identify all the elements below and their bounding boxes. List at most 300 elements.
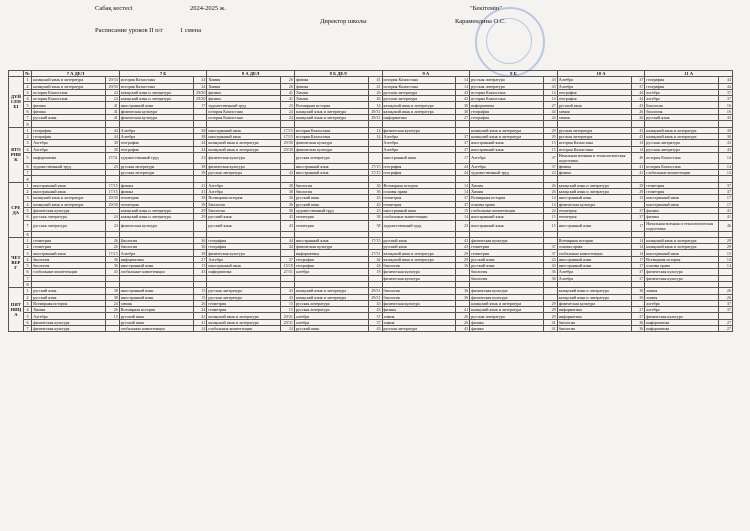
room-cell: 38 (281, 189, 295, 195)
lesson-number: 5 (23, 263, 31, 269)
subject-cell: Алгебра (207, 182, 281, 188)
subject-cell: география (557, 96, 631, 102)
subject-cell: русская литература (470, 77, 544, 83)
subject-cell: казақский язык и литература (645, 244, 719, 250)
room-cell: 14 (631, 237, 645, 243)
subject-cell: художественный труд (207, 102, 281, 108)
room-cell: 14 (631, 146, 645, 152)
room-cell: 41 (368, 77, 382, 83)
subject-cell: физическая культура (207, 250, 281, 256)
subject-cell: иностранный язык (645, 195, 719, 201)
room-cell: 41 (719, 207, 733, 213)
room-cell: 16 (456, 263, 470, 269)
room-cell: 38 (193, 163, 207, 169)
subject-cell: иностранный язык (294, 170, 368, 176)
subject-cell: история Казахстана (32, 89, 106, 95)
subject-cell: физика (119, 182, 193, 188)
subject-cell: казақский язык и литература (470, 127, 544, 133)
subject-cell: биология (32, 256, 106, 262)
room-cell: 38 (193, 195, 207, 201)
subject-cell: биология (294, 182, 368, 188)
room-cell: 41 (631, 170, 645, 176)
room-cell: 14 (543, 96, 557, 102)
subject-cell: физика (32, 102, 106, 108)
subject-cell: история Казахстана (32, 96, 106, 102)
subject-cell: иностранный язык (32, 189, 106, 195)
lesson-number: 2 (23, 133, 31, 139)
room-cell: 44 (281, 244, 295, 250)
room-cell: 29/31 (368, 108, 382, 114)
subject-cell: информатика (557, 313, 631, 319)
room-cell: 43 (106, 269, 120, 275)
subject-cell: русский язык (382, 244, 456, 250)
lesson-row (9, 152, 733, 163)
lesson-number: 8 (23, 176, 31, 182)
room-cell: 17/15 (368, 237, 382, 243)
room-cell: 29 (543, 133, 557, 139)
room-cell: 17/15 (368, 170, 382, 176)
room-cell: 26 (543, 182, 557, 188)
room-cell: 24 (193, 325, 207, 331)
lesson-number: 6 (23, 108, 31, 114)
subject-cell: казақский язык и литература (294, 115, 368, 121)
subject-cell: физика (557, 163, 631, 169)
subject-cell: Химия (207, 83, 281, 89)
room-cell: 37 (456, 146, 470, 152)
subject-cell: казақский язык и литература (645, 237, 719, 243)
room-cell: 14 (543, 195, 557, 201)
subject-cell: глобальные компетенции (470, 207, 544, 213)
subject-cell: физика (207, 96, 281, 102)
room-cell: 29/30 (106, 201, 120, 207)
room-cell: 36 (368, 182, 382, 188)
room-cell: 43 (368, 300, 382, 306)
subject-cell: биология (645, 108, 719, 114)
lesson-number: 5 (23, 313, 31, 319)
subject-cell: русская литература (470, 313, 544, 319)
subject-cell: русский язык (294, 195, 368, 201)
lesson-number: 7 (23, 115, 31, 121)
subject-cell: информатика (645, 325, 719, 331)
room-cell: 43 (543, 256, 557, 262)
subject-cell: Всемирная история (207, 195, 281, 201)
subject-cell: география (32, 133, 106, 139)
room-cell: 29/30 (281, 140, 295, 146)
room-cell: 14 (456, 83, 470, 89)
room-cell: 14 (456, 77, 470, 83)
room-cell: 37 (719, 182, 733, 188)
subject-cell: физика (645, 207, 719, 213)
subject-cell: физическая культура (382, 275, 456, 281)
subject-cell: физическая культура (557, 300, 631, 306)
subject-cell: казақский язык и литература (557, 182, 631, 188)
lesson-number: 7 (23, 325, 31, 331)
subject-cell: история Казахстана (382, 83, 456, 89)
subject-cell: казақский язык и литература (294, 288, 368, 294)
subject-cell: Всемирная история (645, 256, 719, 262)
subject-cell: русский язык (470, 263, 544, 269)
subject-cell: казақский язык и литература (382, 108, 456, 114)
room-cell: 43 (368, 325, 382, 331)
subject-cell: русская литература (294, 307, 368, 313)
subject-cell: химия (382, 319, 456, 325)
room-cell: 15 (543, 220, 557, 231)
room-cell: 26 (193, 300, 207, 306)
room-cell: 26 (281, 83, 295, 89)
room-cell: 44 (106, 133, 120, 139)
subject-cell: русская литература (645, 140, 719, 146)
subject-cell: геометрия (119, 201, 193, 207)
subject-cell: физическая культура (294, 140, 368, 146)
subject-cell: русский язык (207, 214, 281, 220)
room-cell: 14 (631, 140, 645, 146)
subject-cell: информатика (207, 269, 281, 275)
lesson-number: 2 (23, 294, 31, 300)
room-cell: 26 (456, 313, 470, 319)
subject-cell: Начальная военная и технологическая подготовка (645, 220, 719, 231)
room-cell: 37 (456, 140, 470, 146)
room-cell: 36 (281, 201, 295, 207)
subject-cell: Алгебра (557, 269, 631, 275)
room-cell: 30 (719, 133, 733, 139)
subject-cell: Химия (294, 96, 368, 102)
subject-cell: химия (557, 115, 631, 121)
subject-cell: история Казахстана (119, 83, 193, 89)
lesson-number: 1 (23, 288, 31, 294)
subject-cell: физическая культура (470, 288, 544, 294)
room-cell: 43 (281, 220, 295, 231)
room-cell: 14 (631, 250, 645, 256)
room-cell: 36 (631, 325, 645, 331)
room-cell: 29/31 (368, 294, 382, 300)
subject-cell: Алгебра (382, 146, 456, 152)
room-cell: 14 (719, 256, 733, 262)
room-cell: 18 (368, 269, 382, 275)
room-cell: 38 (193, 127, 207, 133)
subject-cell: физическая культура (470, 294, 544, 300)
room-cell: 30 (456, 108, 470, 114)
subject-cell: иностранный язык (382, 207, 456, 213)
room-cell: 41 (719, 214, 733, 220)
subject-cell: алгебра (294, 269, 368, 275)
room-cell: 44 (543, 115, 557, 121)
subject-cell: химия (557, 108, 631, 114)
day-label: ДҮЙСЕНБІ (9, 77, 24, 127)
room-cell: 29 (719, 244, 733, 250)
subject-cell: русский язык (119, 313, 193, 319)
subject-cell: Химия (207, 77, 281, 83)
room-cell: 29/30 (281, 146, 295, 152)
subject-cell: физическая культура (645, 269, 719, 275)
lesson-number: 1 (23, 77, 31, 83)
subject-cell: казақский язык и литература (557, 189, 631, 195)
subject-cell: иностранный язык (470, 220, 544, 231)
room-cell: 41 (193, 313, 207, 319)
subject-cell: геометрия (557, 214, 631, 220)
subject-cell: геометрия (207, 307, 281, 313)
subject-cell: химия (645, 294, 719, 300)
subject-cell: физическая культура (645, 275, 719, 281)
subject-cell: казақский язык и литература (557, 294, 631, 300)
subject-cell: казақский язык и литература (645, 127, 719, 133)
subject-cell: физическая культура (382, 269, 456, 275)
room-cell: 36 (456, 294, 470, 300)
subject-cell: физика (470, 319, 544, 325)
room-cell: 44 (719, 77, 733, 83)
subject-cell: основы права (645, 263, 719, 269)
room-cell: 43 (193, 269, 207, 275)
subject-cell: физическая культура (382, 300, 456, 306)
subject-cell: русский язык (32, 288, 106, 294)
subject-cell: Всемирная история (382, 182, 456, 188)
room-cell: 29 (456, 256, 470, 262)
room-cell: 30 (631, 288, 645, 294)
lesson-number: 3 (23, 89, 31, 95)
subject-cell: иностранный язык (207, 263, 281, 269)
room-cell: 43 (543, 77, 557, 83)
subject-cell: иностранный язык (32, 250, 106, 256)
subject-cell: физика (470, 325, 544, 331)
room-cell: 26 (281, 77, 295, 83)
subject-cell: казақский язык и литература (119, 207, 193, 213)
col-header-10a: 10 А (557, 71, 645, 77)
subject-cell: геометрия (645, 189, 719, 195)
room-cell: 23 (281, 102, 295, 108)
subject-cell: геометрия (207, 300, 281, 306)
room-cell (193, 220, 207, 231)
room-cell: 41 (631, 163, 645, 169)
room-cell: 15 (106, 313, 120, 319)
room-cell: 23 (193, 152, 207, 163)
room-cell: 44 (193, 140, 207, 146)
room-cell: 17/15 (281, 127, 295, 133)
subject-cell: казақский язык и литература (470, 300, 544, 306)
subject-cell: геометрия (382, 201, 456, 207)
subject-cell: казақский язык и литература (294, 294, 368, 300)
room-cell: 41 (543, 319, 557, 325)
room-cell: 29/30 (193, 89, 207, 95)
room-cell: 37 (281, 256, 295, 262)
room-cell: 37 (368, 313, 382, 319)
room-cell: 36 (106, 256, 120, 262)
room-cell: 38 (368, 220, 382, 231)
subject-cell: казақский язык и литература (207, 140, 281, 146)
room-cell: 41 (281, 96, 295, 102)
room-cell: 38 (193, 133, 207, 139)
subject-cell: русский язык (119, 319, 193, 325)
room-cell: 17 (193, 102, 207, 108)
subject-cell: физическая культура (32, 319, 106, 325)
room-cell: 15/18 (281, 263, 295, 269)
lesson-number: 1 (23, 127, 31, 133)
room-cell: 29 (193, 214, 207, 220)
room-cell: 24 (106, 96, 120, 102)
room-cell: 26 (368, 89, 382, 95)
subject-cell: казақский язык и литература (382, 250, 456, 256)
room-cell: 43 (631, 133, 645, 139)
subject-cell: физика (645, 214, 719, 220)
room-cell: 14 (456, 182, 470, 188)
subject-cell: русская литература (32, 220, 106, 231)
room-cell: 17 (719, 201, 733, 207)
subject-cell: геометрия (557, 207, 631, 213)
room-cell: 15 (719, 250, 733, 256)
lesson-number: 5 (23, 207, 31, 213)
room-cell: 44 (106, 127, 120, 133)
subject-cell: Биология (119, 237, 193, 243)
subject-cell: русская литература (645, 146, 719, 152)
subject-cell: глобальные компетенции (32, 269, 106, 275)
col-header-9b: 9 Б (470, 71, 558, 77)
room-cell: 14 (543, 89, 557, 95)
subject-cell: иностранный язык (207, 127, 281, 133)
room-cell: 24 (281, 325, 295, 331)
room-cell: 29 (631, 189, 645, 195)
room-cell: 43 (368, 195, 382, 201)
room-cell: 41 (106, 115, 120, 121)
subject-cell: Алгебра (557, 77, 631, 83)
room-cell: 24 (106, 89, 120, 95)
subject-cell: основы права (470, 201, 544, 207)
subject-cell: русская литература (382, 325, 456, 331)
subject-cell: основы права (382, 189, 456, 195)
room-cell (368, 152, 382, 163)
room-cell: 29 (631, 182, 645, 188)
room-cell: 24 (193, 83, 207, 89)
subject-cell: иностранный язык (382, 152, 456, 163)
room-cell: 17 (719, 195, 733, 201)
room-cell: 37 (543, 152, 557, 163)
subject-cell: физика (382, 307, 456, 313)
room-cell: 26 (368, 96, 382, 102)
room-cell: 26 (106, 244, 120, 250)
subject-cell: информатика (294, 250, 368, 256)
room-cell: 24 (106, 214, 120, 220)
subject-cell: геометрия (119, 195, 193, 201)
subject-cell: Всемирная история (32, 300, 106, 306)
subject-cell: русская литература (294, 152, 368, 163)
subject-cell: казақский язык и литература (207, 319, 281, 325)
room-cell: 44 (631, 89, 645, 95)
subject-cell: иностранный язык (207, 133, 281, 139)
room-cell: 43 (281, 288, 295, 294)
room-cell: 29 (456, 250, 470, 256)
subject-cell: Биология (645, 102, 719, 108)
subject-cell: геометрия (294, 220, 368, 231)
subject-cell: история Казахстана (207, 108, 281, 114)
lesson-number: 1 (23, 182, 31, 188)
subject-cell: художественный труд (382, 220, 456, 231)
subject-cell: русский язык (294, 325, 368, 331)
room-cell: 41 (106, 102, 120, 108)
room-cell: 37 (631, 77, 645, 83)
subject-cell: казақский язык и литература (32, 83, 106, 89)
room-cell: 43 (368, 307, 382, 313)
room-cell: 14 (368, 127, 382, 133)
subject-cell: биология (557, 325, 631, 331)
subject-cell: Биология (207, 207, 281, 213)
schedule-title: Сабақ кестесі (95, 5, 133, 12)
room-cell: 36 (543, 275, 557, 281)
room-cell: 23 (368, 207, 382, 213)
subject-cell: русский язык (32, 115, 106, 121)
room-cell: 30 (456, 102, 470, 108)
subject-cell: казақский язык и литература (557, 288, 631, 294)
subject-cell: глобальные компетенции (119, 269, 193, 275)
room-cell: 29/30 (106, 195, 120, 201)
room-cell: 14 (456, 189, 470, 195)
subject-cell: русская литература (557, 133, 631, 139)
lesson-number: 7 (23, 220, 31, 231)
room-cell: 43 (456, 237, 470, 243)
room-cell: 27/31 (106, 152, 120, 163)
lesson-number: 6 (23, 319, 31, 325)
subject-cell: информатика (32, 152, 106, 163)
room-cell: 37 (631, 214, 645, 220)
room-cell: 26 (106, 237, 120, 243)
lesson-number: 1 (23, 237, 31, 243)
subject-cell: история Казахстана (470, 96, 544, 102)
room-cell: 37 (543, 250, 557, 256)
subject-cell: иностранный язык (294, 237, 368, 243)
room-cell: 41 (193, 319, 207, 325)
room-cell: 44 (456, 163, 470, 169)
room-cell: 26 (106, 307, 120, 313)
subject-cell: Алгебра (32, 313, 106, 319)
room-cell: 44 (631, 96, 645, 102)
room-cell: 29/34 (106, 77, 120, 83)
room-cell: 15 (281, 300, 295, 306)
room-cell: 17 (631, 256, 645, 262)
subject-cell: биология (382, 294, 456, 300)
room-cell: 14 (719, 163, 733, 169)
room-cell: 37 (719, 189, 733, 195)
subject-cell: информатика (645, 319, 719, 325)
room-cell: 26 (719, 288, 733, 294)
room-cell: 17/15 (106, 189, 120, 195)
subject-cell: иностранный язык (645, 201, 719, 207)
room-cell: 44 (719, 83, 733, 89)
subject-cell: география (470, 108, 544, 114)
subject-cell: информатика (557, 307, 631, 313)
subject-cell: основы права (557, 244, 631, 250)
room-cell: 36 (543, 269, 557, 275)
room-cell: 43 (456, 244, 470, 250)
room-cell: 43 (456, 325, 470, 331)
subject-cell: химия (645, 288, 719, 294)
subject-cell: русская литература (294, 300, 368, 306)
room-cell: 14 (719, 152, 733, 163)
lesson-number: 6 (23, 269, 31, 275)
room-cell: 44 (368, 256, 382, 262)
subject-cell: география (32, 127, 106, 133)
subject-cell: Алгебра (32, 140, 106, 146)
subject-cell: иностранный язык (557, 263, 631, 269)
subject-cell: физическая культура (32, 207, 106, 213)
subject-cell: Всемирная история (470, 195, 544, 201)
room-cell: 36 (106, 263, 120, 269)
room-cell: 29/31 (281, 313, 295, 319)
subject-cell: русская литература (207, 288, 281, 294)
room-cell: 43 (719, 140, 733, 146)
subject-cell: история Казахстана (119, 77, 193, 83)
room-cell: 43 (719, 115, 733, 121)
subject-cell: Начальная военная и технологическая подготовка (557, 152, 631, 163)
room-cell: 38 (106, 288, 120, 294)
room-cell: 24 (193, 77, 207, 83)
subject-cell: химия (119, 300, 193, 306)
col-header-7b: 7 Б (119, 71, 207, 77)
